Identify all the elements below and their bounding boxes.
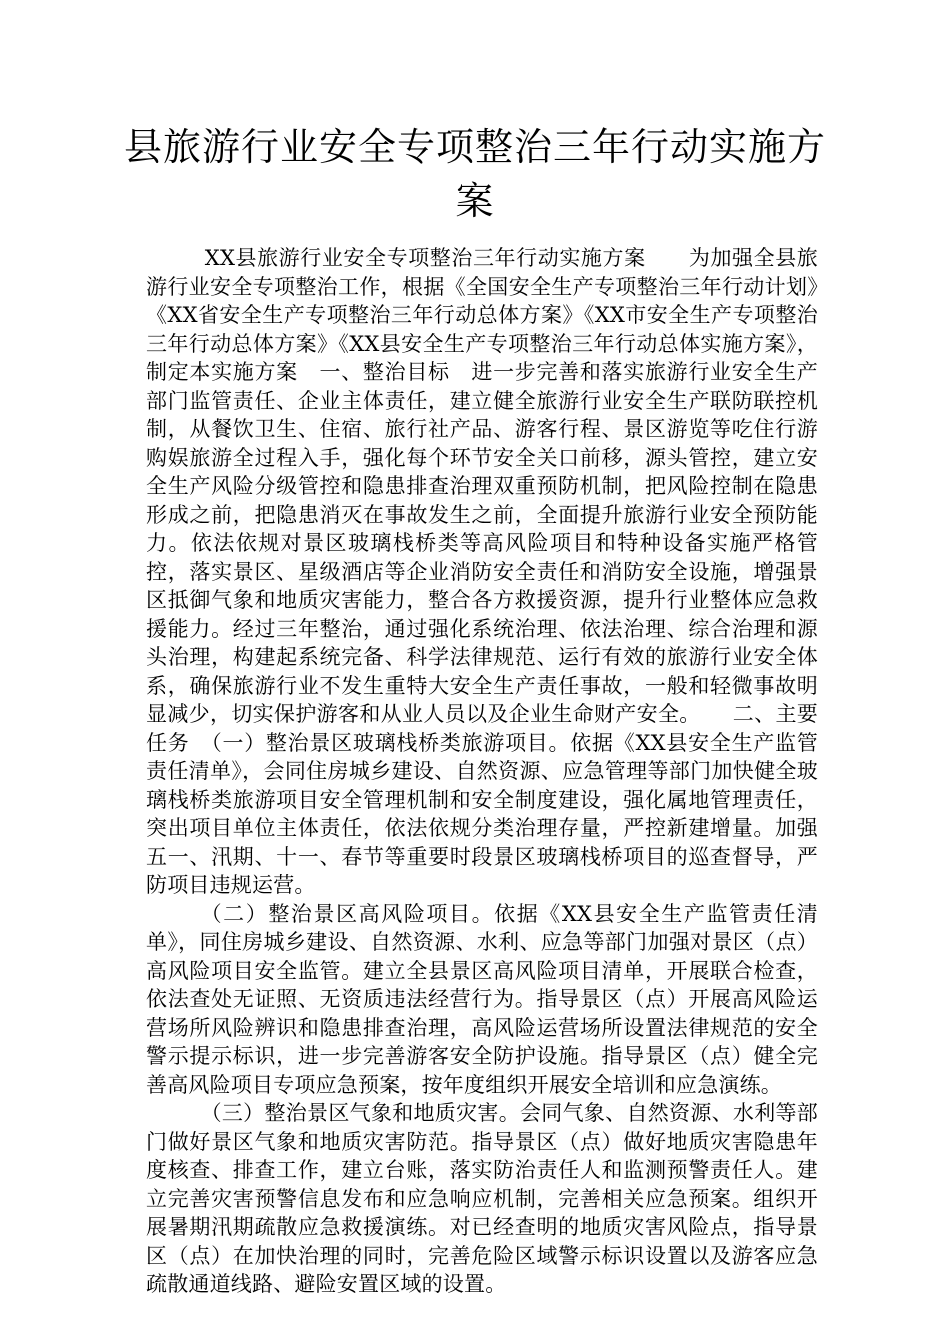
- document-title: 县旅游行业安全专项整治三年行动实施方案: [123, 125, 826, 223]
- paragraph-task-3: （三）整治景区气象和地质灾害。会同气象、自然资源、水利等部门做好景区气象和地质灾害防范。指导景区（点）做好地质灾害隐患年度核查、排查工作，建立台账，落实防治责任人和监测预警责任人。建立完善灾害预警信息发布和应急响应机制，完善相关应急预案。组织开展暑期汛期疏散应急救援演练。对已经查明的地质灾害风险点，指导景区（点）在加快治理的同时，完善危险区域警示标识设置以及游客应急疏散通道线路、避险安置区域的设置。: [146, 1101, 818, 1296]
- paragraph-task-2: （二）整治景区高风险项目。依据《XX县安全生产监管责任清单》，同住房城乡建设、自然资源、水利、应急等部门加强对景区（点）高风险项目安全监管。建立全县景区高风险项目清单，开展联合检查，依法查处无证照、无资质违法经营行为。指导景区（点）开展高风险运营场所风险辨识和隐患排查治理，高风险运营场所设置法律规范的安全警示提示标识，进一步完善游客安全防护设施。指导景区（点）健全完善高风险项目专项应急预案，按年度组织开展安全培训和应急演练。: [146, 901, 818, 1097]
- paragraph-intro: XX县旅游行业安全专项整治三年行动实施方案 为加强全县旅游行业安全专项整治工作，根据《全国安全生产专项整治三年行动计划》《XX省安全生产专项整治三年行动总体方案》《XX市安全生产专项整治三年行动总体方案》《XX县安全生产专项整治三年行动总体实施方案》，制定本实施方案 一、整治目标 进一步完善和落实旅游行业安全生产部门监管责任、企业主体责任，建立健全旅游行业安全生产联防联控机制，从餐饮卫生、住宿、旅行社产品、游客行程、景区游览等吃住行游购娱旅游全过程入手，强化每个环节安全关口前移，源头管控，建立安全生产风险分级管控和隐患排查治理双重预防机制，把风险控制在隐患形成之前，把隐患消灭在事故发生之前，全面提升旅游行业安全预防能力。依法依规对景区玻璃栈桥类等高风险项目和特种设备实施严格管控，落实景区、星级酒店等企业消防安全责任和消防安全设施，增强景区抵御气象和地质灾害能力，整合各方救援资源，提升行业整体应急救援能力。经过三年整治，通过强化系统治理、依法治理、综合治理和源头治理，构建起系统完备、科学法律规范、运行有效的旅游行业安全体系，确保旅游行业不发生重特大安全生产责任事故，一般和轻微事故明显减少，切实保护游客和从业人员以及企业生命财产安全。 二、主要任务 （一）整治景区玻璃栈桥类旅游项目。依据《XX县安全生产监管责任清单》，会同住房城乡建设、自然资源、应急管理等部门加快健全玻璃栈桥类旅游项目安全管理机制和安全制度建设，强化属地管理责任，突出项目单位主体责任，依法依规分类治理存量，严控新建增量。加强五一、汛期、十一、春节等重要时段景区玻璃栈桥项目的巡查督导，严防项目违规运营。: [146, 246, 818, 897]
- document-body: [146, 244, 818, 1299]
